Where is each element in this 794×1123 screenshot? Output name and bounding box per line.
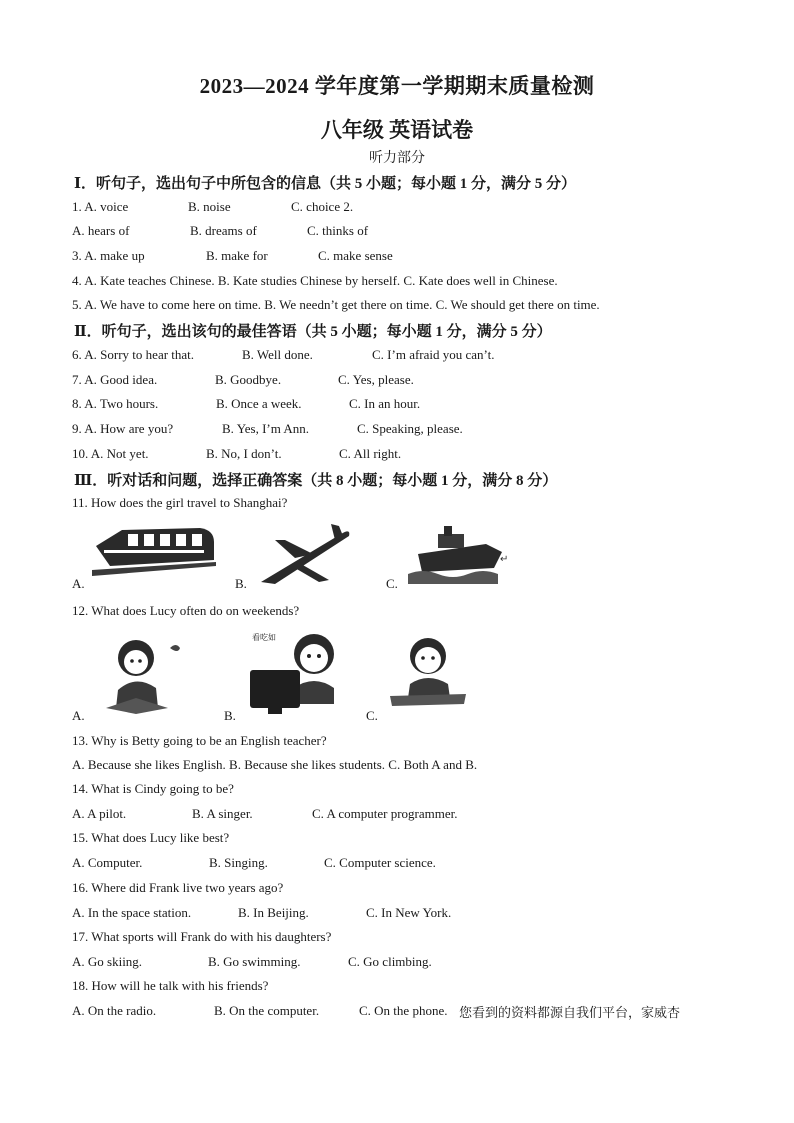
q12-label-a: A. [72, 708, 85, 723]
svg-text:↵: ↵ [500, 554, 508, 565]
q15-option-c: C. Computer science. [324, 855, 436, 870]
q14-stem: 14. What is Cindy going to be? [72, 781, 234, 796]
q18-option-a: A. On the radio. [72, 1003, 157, 1018]
q16-option-a: A. In the space station. [72, 905, 192, 920]
q18-option-b: B. On the computer. [214, 1003, 320, 1018]
q12-label-b: B. [224, 708, 236, 723]
q17-option-b: B. Go swimming. [208, 954, 301, 969]
plane-picture [255, 518, 355, 595]
q16-stem: 16. Where did Frank live two years ago? [72, 880, 284, 895]
q8-option-a: 8. A. Two hours. [72, 396, 159, 411]
q12-label-c: C. [366, 708, 378, 723]
q11-stem: 11. How does the girl travel to Shanghai? [72, 495, 288, 510]
q1-option-c: C. choice 2. [291, 199, 354, 214]
q14-option-c: C. A computer programmer. [312, 806, 458, 821]
q11-label-b: B. [235, 576, 247, 591]
q1-option-a: 1. A. voice [72, 199, 129, 214]
q14-option-a: A. A pilot. [72, 806, 127, 821]
q16-option-b: B. In Beijing. [238, 905, 309, 920]
q18-stem: 18. How will he talk with his friends? [72, 978, 269, 993]
q5-options: 5. A. We have to come here on time. B. We needn’t get there on time. C. We should get there on time. [72, 297, 600, 312]
q6-option-b: B. Well done. [242, 347, 313, 362]
q6-option-c: C. I’m afraid you can’t. [372, 347, 495, 362]
part-label: 听力部分 [369, 151, 425, 166]
q18-option-c: C. On the phone. [359, 1003, 448, 1018]
q2-option-b: B. dreams of [190, 223, 257, 238]
q10-option-c: C. All right. [339, 446, 402, 461]
reading-girl-picture [96, 628, 186, 723]
exam-title: 2023—2024 学年度第一学期期末质量检测 [199, 74, 595, 98]
q17-option-c: C. Go climbing. [348, 954, 432, 969]
q11-label-a: A. [72, 576, 85, 591]
q3-option-c: C. make sense [318, 248, 393, 263]
sign-text: 看吃如 [252, 633, 276, 642]
eating-boy-picture [386, 632, 472, 717]
q17-stem: 17. What sports will Frank do with his daughters? [72, 929, 332, 944]
q15-option-b: B. Singing. [209, 855, 268, 870]
q13-options: A. Because she likes English. B. Because she likes students. C. Both A and B. [72, 757, 478, 772]
section3-heading: Ⅲ．听对话和问题，选择正确答案（共 8 小题；每小题 1 分，满分 8 分） [74, 473, 558, 489]
q3-option-b: B. make for [206, 248, 268, 263]
q11-label-c: C. [386, 576, 398, 591]
q13-stem: 13. Why is Betty going to be an English teacher? [72, 733, 327, 748]
q9-option-a: 9. A. How are you? [72, 421, 174, 436]
q2-option-c: C. thinks of [307, 223, 369, 238]
q2-option-a: A. hears of [72, 223, 130, 238]
section1-heading: Ⅰ．听句子，选出句子中所包含的信息（共 5 小题；每小题 1 分，满分 5 分） [74, 176, 577, 192]
q9-option-c: C. Speaking, please. [357, 421, 463, 436]
q15-option-a: A. Computer. [72, 855, 143, 870]
q17-option-a: A. Go skiing. [72, 954, 143, 969]
section2-heading: Ⅱ．听句子，选出该句的最佳答语（共 5 小题；每小题 1 分，满分 5 分） [74, 324, 552, 340]
exam-subtitle: 八年级 英语试卷 [320, 118, 474, 142]
q8-option-b: B. Once a week. [216, 396, 302, 411]
q10-option-b: B. No, I don’t. [206, 446, 282, 461]
q6-option-a: 6. A. Sorry to hear that. [72, 347, 195, 362]
q7-option-b: B. Goodbye. [215, 372, 282, 387]
train-picture [92, 520, 217, 587]
q3-option-a: 3. A. make up [72, 248, 145, 263]
watermark-text: 您看到的资料都源自我们平台，家威杏 [459, 1005, 681, 1020]
q4-options: 4. A. Kate teaches Chinese. B. Kate studies Chinese by herself. C. Kate does well in Chinese. [72, 273, 558, 288]
q12-stem: 12. What does Lucy often do on weekends? [72, 603, 300, 618]
q8-option-c: C. In an hour. [349, 396, 421, 411]
q10-option-a: 10. A. Not yet. [72, 446, 149, 461]
q15-stem: 15. What does Lucy like best? [72, 830, 230, 845]
q1-option-b: B. noise [188, 199, 231, 214]
q9-option-b: B. Yes, I’m Ann. [222, 421, 310, 436]
ship-picture [408, 524, 508, 591]
q14-option-b: B. A singer. [192, 806, 253, 821]
computer-boy-picture [248, 626, 340, 723]
q7-option-c: C. Yes, please. [338, 372, 414, 387]
q16-option-c: C. In New York. [366, 905, 452, 920]
q7-option-a: 7. A. Good idea. [72, 372, 158, 387]
